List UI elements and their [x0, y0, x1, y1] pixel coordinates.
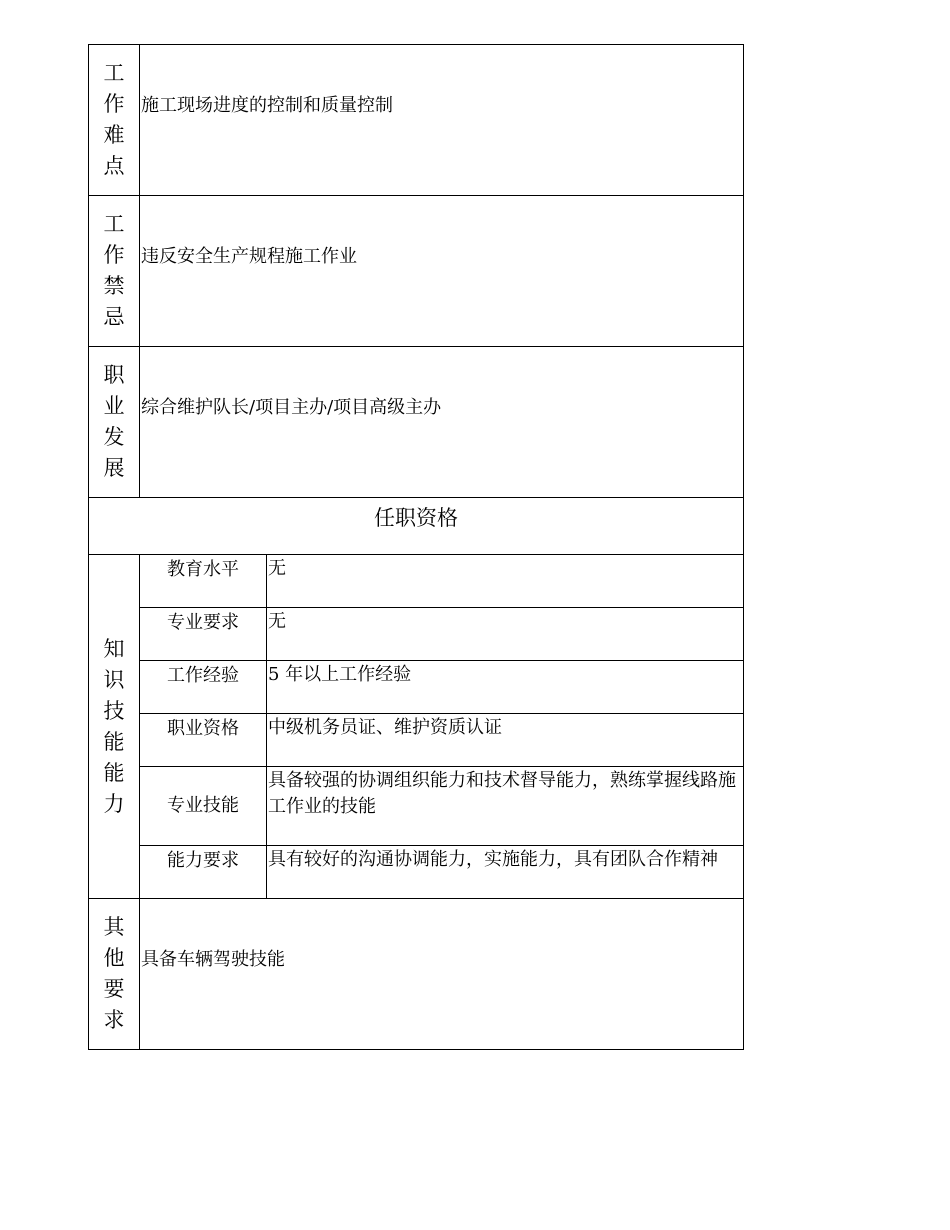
qualification-row — [89, 767, 744, 846]
other-row — [89, 899, 744, 1050]
qualifications-title: 任职资格 — [89, 498, 744, 555]
qualification-row — [89, 846, 744, 899]
other-label: 其 他 要 求 — [89, 899, 140, 1050]
career-row — [89, 347, 744, 498]
certification-label: 职业资格 — [140, 714, 267, 767]
job-description-table — [88, 44, 744, 1050]
prohibitions-content: 违反安全生产规程施工作业 — [140, 196, 744, 347]
professional-skills-label: 专业技能 — [140, 767, 267, 846]
education-value: 无 — [267, 555, 744, 608]
career-content: 综合维护队长/项目主办/项目高级主办 — [140, 347, 744, 498]
difficulty-content: 施工现场进度的控制和质量控制 — [140, 45, 744, 196]
prohibitions-row — [89, 196, 744, 347]
career-label: 职 业 发 展 — [89, 347, 140, 498]
difficulty-row — [89, 45, 744, 196]
ability-label: 能力要求 — [140, 846, 267, 899]
difficulty-label: 工 作 难 点 — [89, 45, 140, 196]
professional-skills-value: 具备较强的协调组织能力和技术督导能力，熟练掌握线路施工作业的技能 — [267, 767, 744, 846]
knowledge-skills-label: 知 识 技 能 能 力 — [89, 555, 140, 899]
ability-value: 具有较好的沟通协调能力，实施能力，具有团队合作精神 — [267, 846, 744, 899]
experience-label: 工作经验 — [140, 661, 267, 714]
education-label: 教育水平 — [140, 555, 267, 608]
prohibitions-label: 工 作 禁 忌 — [89, 196, 140, 347]
qualifications-header-row — [89, 498, 744, 555]
major-value: 无 — [267, 608, 744, 661]
qualification-row — [89, 714, 744, 767]
qualification-row — [89, 661, 744, 714]
other-content: 具备车辆驾驶技能 — [140, 899, 744, 1050]
certification-value: 中级机务员证、维护资质认证 — [267, 714, 744, 767]
qualification-row — [89, 555, 744, 608]
major-label: 专业要求 — [140, 608, 267, 661]
qualification-row — [89, 608, 744, 661]
experience-value: 5 年以上工作经验 — [267, 661, 744, 714]
